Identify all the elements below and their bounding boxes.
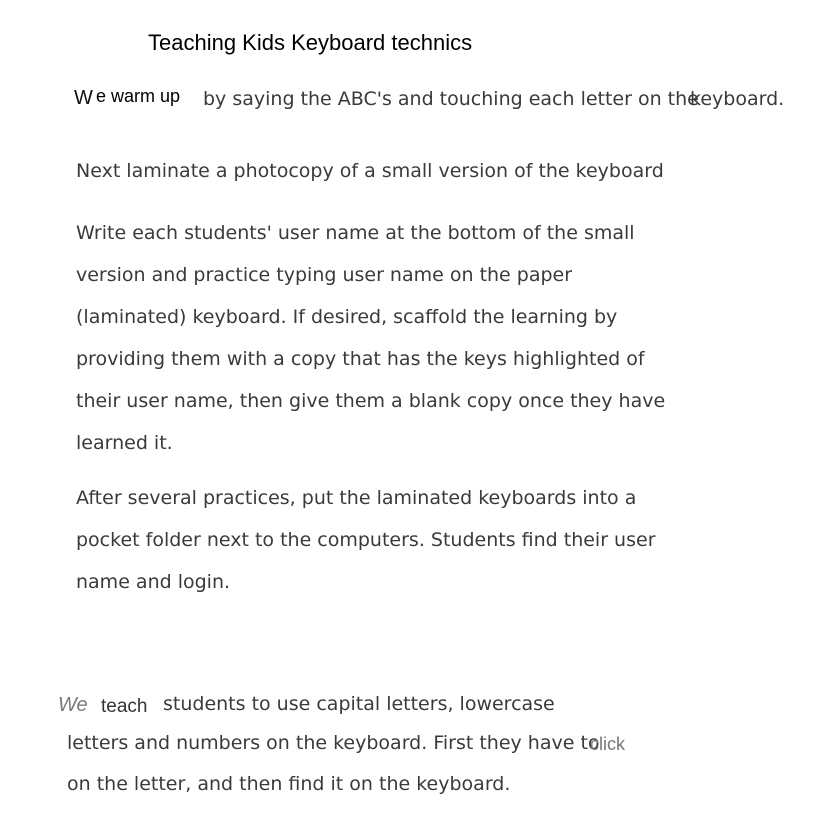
click-word: click (590, 734, 625, 754)
paragraph-line: (laminated) keyboard. If desired, scaffold the learning by (76, 306, 618, 328)
laminate-paragraph: Next laminate a photocopy of a small version of the keyboard (76, 160, 664, 182)
warmup-sentence-end: keyboard. (690, 88, 785, 110)
paragraph-line: providing them with a copy that has the keys highlighted of (76, 348, 645, 370)
paragraph-line: learned it. (76, 432, 173, 454)
paragraph-line: their user name, then give them a blank copy once they have (76, 390, 666, 412)
paragraph-line: version and practice typing user name on the paper (76, 264, 573, 286)
warmup-lead-letter: W (74, 87, 93, 109)
paragraph-line: name and login. (76, 571, 231, 593)
paragraph-line: Write each students' user name at the bottom of the small (76, 222, 635, 244)
practice-paragraph (76, 477, 696, 603)
teach-lead-word: We (58, 694, 88, 716)
teach-line-1: students to use capital letters, lowercase (163, 693, 555, 715)
teach-word: teach (101, 696, 148, 717)
warmup-lead-words: e warm up (96, 86, 181, 106)
username-paragraph (76, 212, 696, 464)
page-title: Teaching Kids Keyboard technics (148, 30, 473, 55)
teach-line-3: on the letter, and then find it on the keyboard. (67, 773, 511, 795)
warmup-sentence: by saying the ABC's and touching each letter on the (203, 88, 699, 110)
paragraph-line: After several practices, put the laminated keyboards into a (76, 487, 637, 509)
paragraph-line: pocket folder next to the computers. Students find their user (76, 529, 656, 551)
teach-line-2: letters and numbers on the keyboard. First they have to (67, 732, 600, 754)
